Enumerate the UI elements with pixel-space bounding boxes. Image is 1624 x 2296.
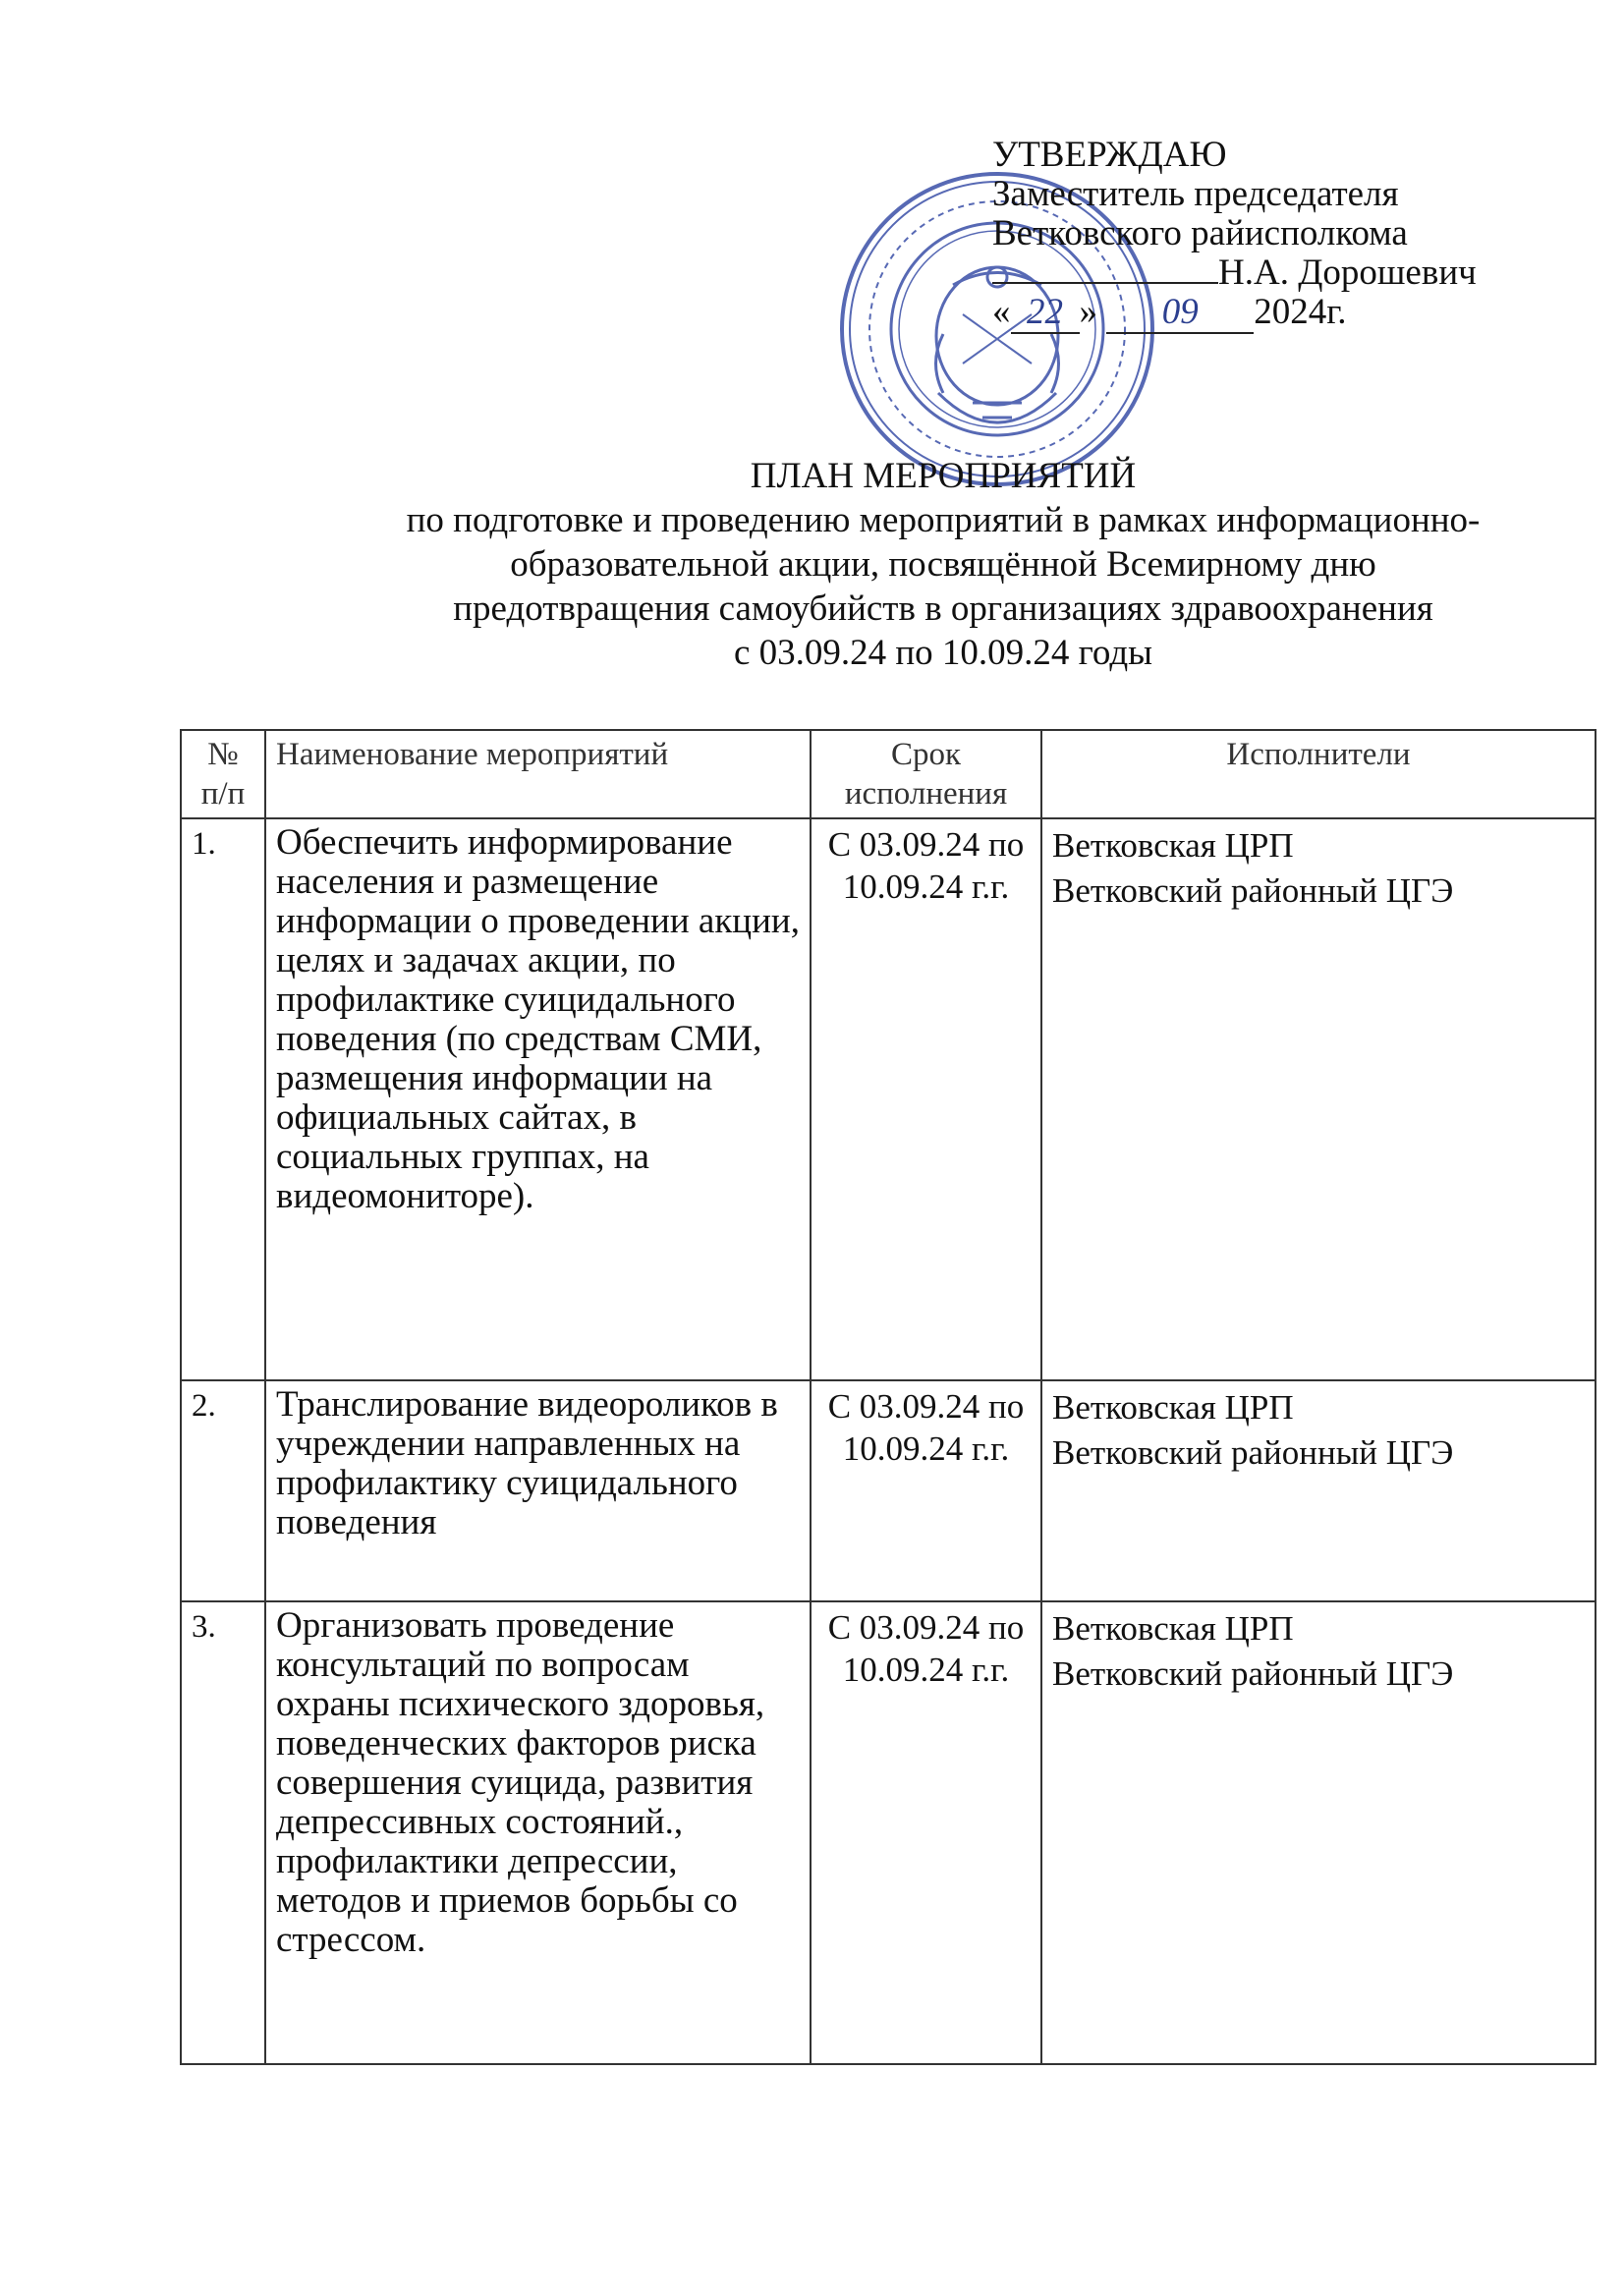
date-close-quote: »	[1079, 292, 1097, 332]
row-num: 1.	[181, 818, 265, 1380]
executor-1: Ветковская ЦРП	[1052, 1388, 1294, 1427]
executor-2: Ветковский районный ЦГЭ	[1052, 1433, 1454, 1472]
plan-subtitle-line4: с 03.09.24 по 10.09.24 годы	[733, 633, 1153, 673]
executor-2: Ветковский районный ЦГЭ	[1052, 871, 1454, 910]
plan-subtitle-line1: по подготовке и проведению мероприятий в рамках информационно-	[406, 500, 1481, 540]
date-day: 22	[1011, 293, 1080, 334]
approval-position-line2: Ветковского райисполкома	[992, 213, 1408, 253]
activities-table	[180, 729, 1596, 2065]
header-num: № п/п	[181, 730, 265, 818]
date-month: 09	[1106, 293, 1254, 334]
approval-date	[992, 293, 1477, 334]
plan-title: ПЛАН МЕРОПРИЯТИЙ	[750, 456, 1137, 496]
table-header-row	[181, 730, 1596, 818]
date-year: 2024г.	[1254, 292, 1347, 332]
table-row	[181, 1380, 1596, 1601]
plan-subtitle-line3: предотвращения самоубийств в организациях здравоохранения	[453, 588, 1433, 629]
row-name: Организовать проведение консультаций по вопросам охраны психического здоровья, поведенческих факторов риска совершения суицида, развития депрессивных состояний., профилактики депрессии, методов и приемов борьбы со стрессом.	[265, 1601, 811, 2064]
header-name: Наименование мероприятий	[265, 730, 811, 818]
plan-subtitle-line2: образовательной акции, посвящённой Всемирному дню	[510, 544, 1376, 585]
document-title	[295, 454, 1592, 675]
header-term: Срок исполнения	[811, 730, 1041, 818]
executor-2: Ветковский районный ЦГЭ	[1052, 1654, 1454, 1693]
row-name: Транслирование видеороликов в учреждении направленных на профилактику суицидального поведения	[265, 1380, 811, 1601]
approval-block	[992, 136, 1477, 334]
date-open-quote: «	[992, 292, 1011, 332]
row-num: 2.	[181, 1380, 265, 1601]
header-executors: Исполнители	[1041, 730, 1596, 818]
row-name: Обеспечить информирование населения и размещение информации о проведении акции, целях и задачах акции, по профилактике суицидального поведения (по средствам СМИ, размещения информации на официальных сайтах, в социальных группах, на видеомониторе).	[265, 818, 811, 1380]
approval-heading: УТВЕРЖДАЮ	[992, 135, 1227, 175]
row-executors	[1041, 1380, 1596, 1601]
table-row	[181, 818, 1596, 1380]
row-term: С 03.09.24 по 10.09.24 г.г.	[811, 1380, 1041, 1601]
approval-signature-line	[992, 253, 1477, 293]
row-term: С 03.09.24 по 10.09.24 г.г.	[811, 1601, 1041, 2064]
row-executors	[1041, 1601, 1596, 2064]
executor-1: Ветковская ЦРП	[1052, 826, 1294, 865]
row-num: 3.	[181, 1601, 265, 2064]
approval-position-line1: Заместитель председателя	[992, 174, 1399, 214]
row-executors	[1041, 818, 1596, 1380]
table-row	[181, 1601, 1596, 2064]
signature-blank	[992, 282, 1218, 284]
approval-signer: Н.А. Дорошевич	[1218, 252, 1477, 293]
row-term: С 03.09.24 по 10.09.24 г.г.	[811, 818, 1041, 1380]
executor-1: Ветковская ЦРП	[1052, 1609, 1294, 1648]
